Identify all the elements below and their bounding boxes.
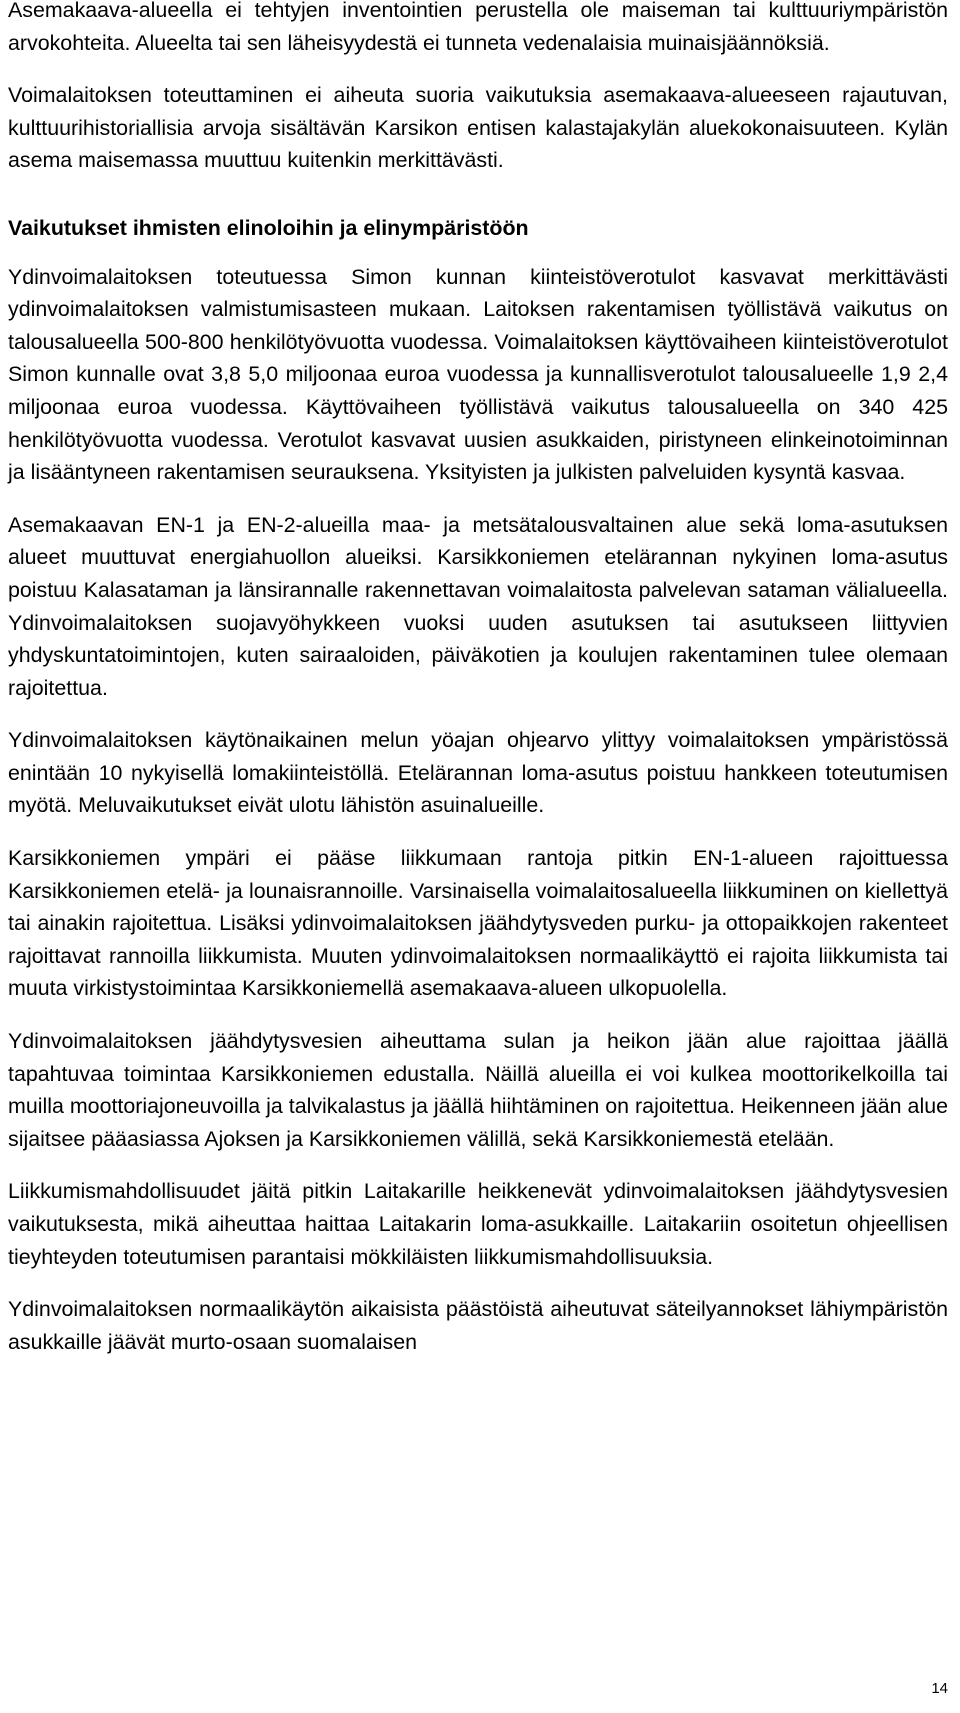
paragraph-tax-employment: Ydinvoimalaitoksen toteutuessa Simon kunnan kiinteistöverotulot kasvavat merkittävästi ydinvoimalaitoksen valmistumisasteen mukaan. Laitoksen rakentamisen työllistävä vaikutus on talousalueella 500-800 henkilötyövuotta vuodessa. Voimalaitoksen käyttövaiheen kiinteistöverotulot Simon kunnalle ovat 3,8 5,0 miljoonaa euroa vuodessa ja kunnallisverotulot talousalueelle 1,9 2,4 miljoonaa euroa vuodessa. Käyttövaiheen työllistävä vaikutus talousalueella on 340 425 henkilötyövuotta vuodessa. Verotulot kasvavat uusien asukkaiden, piristyneen elinkeinotoiminnan ja lisääntyneen rakentamisen seurauksena. Yksityisten ja julkisten palveluiden kysyntä kasvaa. xyxy=(8,264,948,485)
section-heading: Vaikutukset ihmisten elinoloihin ja elinympäristöön xyxy=(8,215,529,240)
paragraph-heritage: Asemakaava-alueella ei tehtyjen inventointien perustella ole maiseman tai kulttuuriympäristön arvokohteita. Alueelta tai sen läheisyydestä ei tunneta vedenalaisia muinaisjäännöksiä. xyxy=(8,0,948,55)
paragraph-laitakari: Liikkumismahdollisuudet jäitä pitkin Laitakarille heikkenevät ydinvoimalaitoksen jäähdytysvesien vaikutuksesta, mikä aiheuttaa haittaa Laitakarin loma-asukkaille. Laitakariin osoitetun ohjeellisen tieyhteyden toteutumisen parantaisi mökkiläisten liikkumismahdollisuuksia. xyxy=(8,1179,948,1269)
document-page xyxy=(8,0,948,1358)
paragraph-land-use: Asemakaavan EN-1 ja EN-2-alueilla maa- ja metsätalousvaltainen alue sekä loma-asutuksen alueet muuttuvat energiahuollon alueiksi. Karsikkoniemen etelärannan nykyinen loma-asutus poistuu Kalasataman ja länsirannalle rakennettavan voimalaitosta palvelevan sataman välialueella. Ydinvoimalaitoksen suojavyöhykkeen vuoksi uuden asutuksen tai asutukseen liittyvien yhdyskuntatoimintojen, kuten sairaaloiden, päiväkotien ja koulujen rakentaminen tulee olemaan rajoitettua. xyxy=(8,512,948,700)
paragraph-radiation: Ydinvoimalaitoksen normaalikäytön aikaisista päästöistä aiheutuvat säteilyannokset lähiympäristön asukkaille jäävät murto-osaan suomalaisen xyxy=(8,1297,948,1354)
paragraph-movement: Karsikkoniemen ympäri ei pääse liikkumaan rantoja pitkin EN-1-alueen rajoittuessa Karsikkoniemen etelä- ja lounaisrannoille. Varsinaisella voimalaitosalueella liikkuminen on kiellettyä tai ainakin rajoitettua. Lisäksi ydinvoimalaitoksen jäähdytysveden purku- ja ottopaikkojen rakenteet rajoittavat rannoilla liikkumista. Muuten ydinvoimalaitoksen normaalikäyttö ei rajoita liikkumista tai muuta virkistystoimintaa Karsikkoniemellä asemakaava-alueen ulkopuolella. xyxy=(8,846,948,1001)
paragraph-ice: Ydinvoimalaitoksen jäähdytysvesien aiheuttama sulan ja heikon jään alue rajoittaa jäällä tapahtuvaa toimintaa Karsikkoniemen edustalla. Näillä alueilla ei voi kulkea moottorikelkoilla tai muilla moottoriajoneuvoilla ja talvikalastus ja jäällä hiihtäminen on rajoitettua. Heikenneen jään alue sijaitsee pääasiassa Ajoksen ja Karsikkoniemen välillä, sekä Karsikkoniemestä etelään. xyxy=(8,1029,948,1151)
page-number: 14 xyxy=(931,1680,948,1697)
paragraph-noise: Ydinvoimalaitoksen käytönaikainen melun yöajan ohjearvo ylittyy voimalaitoksen ympäristössä enintään 10 nykyisellä lomakiinteistöllä. Etelärannan loma-asutus poistuu hankkeen toteutumisen myötä. Meluvaikutukset eivät ulotu lähistön asuinalueille. xyxy=(8,728,948,818)
paragraph-village-landscape: Voimalaitoksen toteuttaminen ei aiheuta suoria vaikutuksia asemakaava-alueeseen rajautuvan, kulttuurihistoriallisia arvoja sisältävän Karsikon entisen kalastajakylän aluekokonaisuuteen. Kylän asema maisemassa muuttuu kuitenkin merkittävästi. xyxy=(8,83,948,173)
